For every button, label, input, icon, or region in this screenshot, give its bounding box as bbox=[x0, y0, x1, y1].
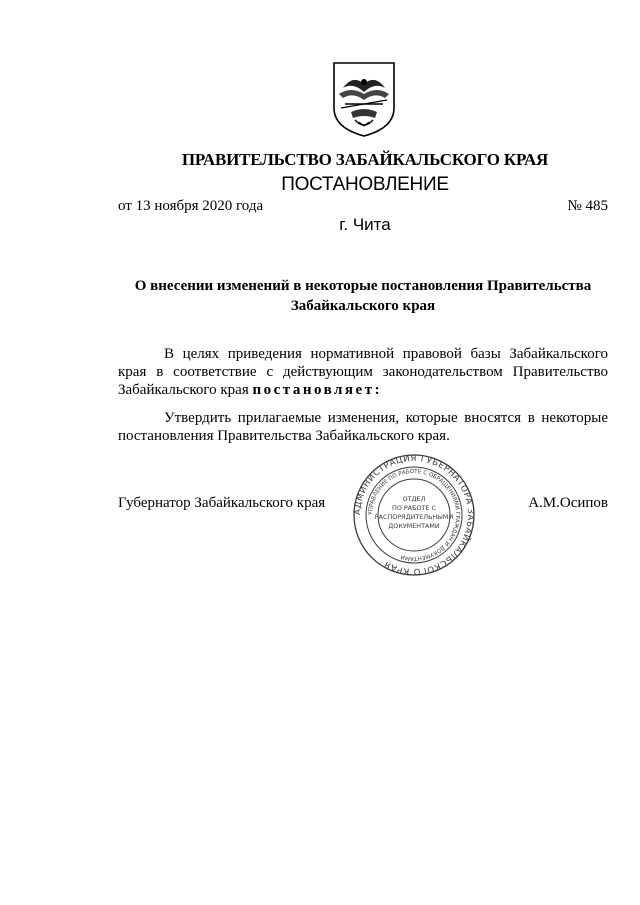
paragraph-preamble bbox=[118, 345, 608, 399]
signatory-position: Губернатор Забайкальского края bbox=[118, 495, 326, 511]
stamp-line: ПО РАБОТЕ С bbox=[392, 504, 436, 512]
stamp-inner-ring-text: УПРАВЛЕНИЕ ПО РАБОТЕ С ОБРАЩЕНИЯМИ ГРАЖДАН И ДОКУМЕНТАМИ bbox=[367, 468, 461, 562]
decree-keyword: постановляет: bbox=[252, 382, 383, 398]
document-date: от 13 ноября 2020 года bbox=[118, 198, 264, 214]
document-type: ПОСТАНОВЛЕНИЕ bbox=[281, 174, 449, 195]
signatory-name: А.М.Осипов bbox=[528, 495, 608, 511]
government-title: ПРАВИТЕЛЬСТВО ЗАБАЙКАЛЬСКОГО КРАЯ bbox=[181, 150, 549, 169]
document-subject: О внесении изменений в некоторые постановления Правительства Забайкальского края bbox=[134, 278, 592, 314]
stamp-line: ОТДЕЛ bbox=[402, 495, 426, 503]
stamp-line: ДОКУМЕНТАМИ bbox=[388, 522, 440, 530]
coat-of-arms-icon bbox=[331, 60, 397, 138]
stamp-outer-text: АДМИНИСТРАЦИЯ ГУБЕРНАТОРА ЗАБАЙКАЛЬСКОГО КРАЯ bbox=[352, 453, 476, 577]
document-city: г. Чита bbox=[339, 215, 391, 234]
document-number: № 485 bbox=[567, 198, 608, 214]
stamp-line: РАСПОРЯДИТЕЛЬНЫМИ bbox=[374, 513, 454, 521]
paragraph-resolution: Утвердить прилагаемые изменения, которые вносятся в некоторые постановления Правительства Забайкальского края. bbox=[118, 410, 608, 444]
official-stamp bbox=[352, 453, 476, 577]
preamble-text: В целях приведения нормативной правовой базы Забайкальского края в соответствие с действующим законодательством Правительство Забайкальского края bbox=[118, 346, 608, 398]
